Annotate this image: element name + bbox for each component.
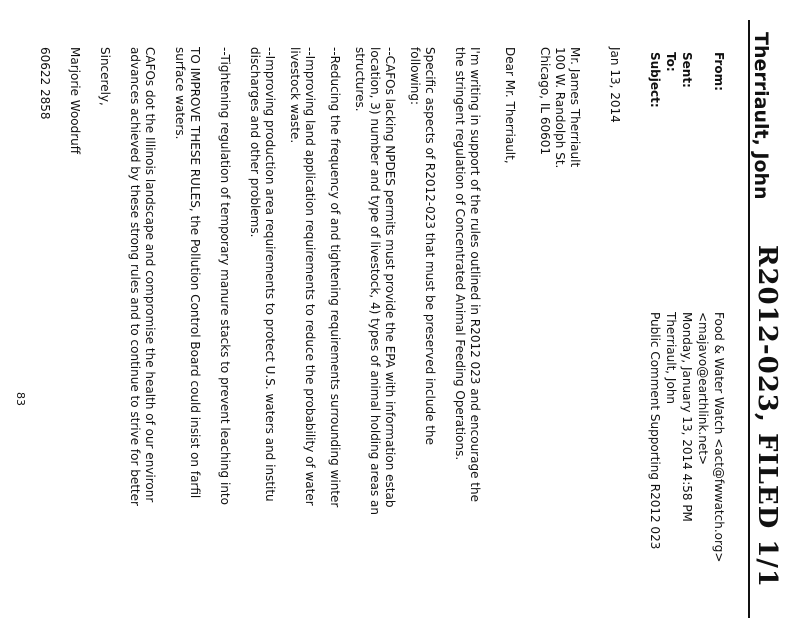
header-name: Therriault, John <box>750 32 772 200</box>
bullet-4-line-1: --Improving production area requirements to protect U.S. waters and institu <box>263 47 277 502</box>
header-rule <box>748 20 750 618</box>
filing-stamp: R2012-023, FILED 1/1 <box>752 244 782 588</box>
bullet-2: --Reducing the frequency of and tightening requirements surrounding winter <box>328 47 342 508</box>
address-line-3: Chicago, IL 60601 <box>538 47 552 156</box>
signer-name: Marjorie Woodruff <box>68 47 82 155</box>
sent-label: Sent: <box>680 52 694 88</box>
bullet-5: --Tightening regulation of temporary manure stacks to prevent leaching into <box>218 47 232 505</box>
closing: Sincerely, <box>98 47 112 106</box>
address-line-1: Mr. James Therriault <box>568 47 582 168</box>
bullet-1-line-2: location, 3) number and type of livestock, 4) types of animal holding areas an <box>368 47 382 515</box>
address-line-2: 100 W. Randolph St. <box>553 47 567 169</box>
paragraph-1-line-1: I'm writing in support of the rules outlined in R2012 023 and encourage the <box>468 47 482 502</box>
subject-label: Subject: <box>648 52 662 108</box>
paragraph-4-line-1: CAFOs dot the Illinois landscape and compromise the health of our environr <box>143 47 157 503</box>
from-label: From: <box>712 52 726 91</box>
paragraph-3-line-2: surface waters. <box>173 47 187 140</box>
subject-value: Public Comment Supporting R2012 023 <box>648 312 662 550</box>
bullet-4-line-2: discharges and other problems. <box>248 47 262 238</box>
salutation: Dear Mr. Therriault, <box>503 47 517 164</box>
to-label: To: <box>664 52 678 72</box>
paragraph-3-line-1: TO IMPROVE THESE RULES, the Pollution Control Board could insist on farfil <box>188 47 202 499</box>
bullet-1-line-1: --CAFOs lacking NPDES permits must provide the EPA with information estab <box>383 47 397 508</box>
bullet-1-line-3: structures. <box>353 47 367 112</box>
zip-code: 60622 2858 <box>38 47 52 120</box>
from-value-line2: <majavo@earthlink.net> <box>696 312 710 465</box>
bullet-3-line-1: --Improving land application requirements to reduce the probability of water <box>303 47 317 506</box>
paragraph-4-line-2: advances achieved by these strong rules and to continue to strive for better <box>128 47 142 506</box>
paragraph-2-line-2: following: <box>408 47 422 105</box>
letter-date: Jan 13, 2014 <box>608 47 622 123</box>
to-value: Therriault, John <box>664 312 678 405</box>
bullet-3-line-2: livestock waste. <box>288 47 302 144</box>
page-number: 83 <box>14 392 27 406</box>
paragraph-1-line-2: the stringent regulation of Concentrated Animal Feeding Operations. <box>453 47 467 461</box>
sent-value: Monday, January 13, 2014 4:58 PM <box>680 312 694 522</box>
paragraph-2-line-1: Specific aspects of R2012-023 that must be preserved include the <box>423 47 437 446</box>
from-value: Food & Water Watch <act@fwwatch.org> <box>712 312 726 563</box>
